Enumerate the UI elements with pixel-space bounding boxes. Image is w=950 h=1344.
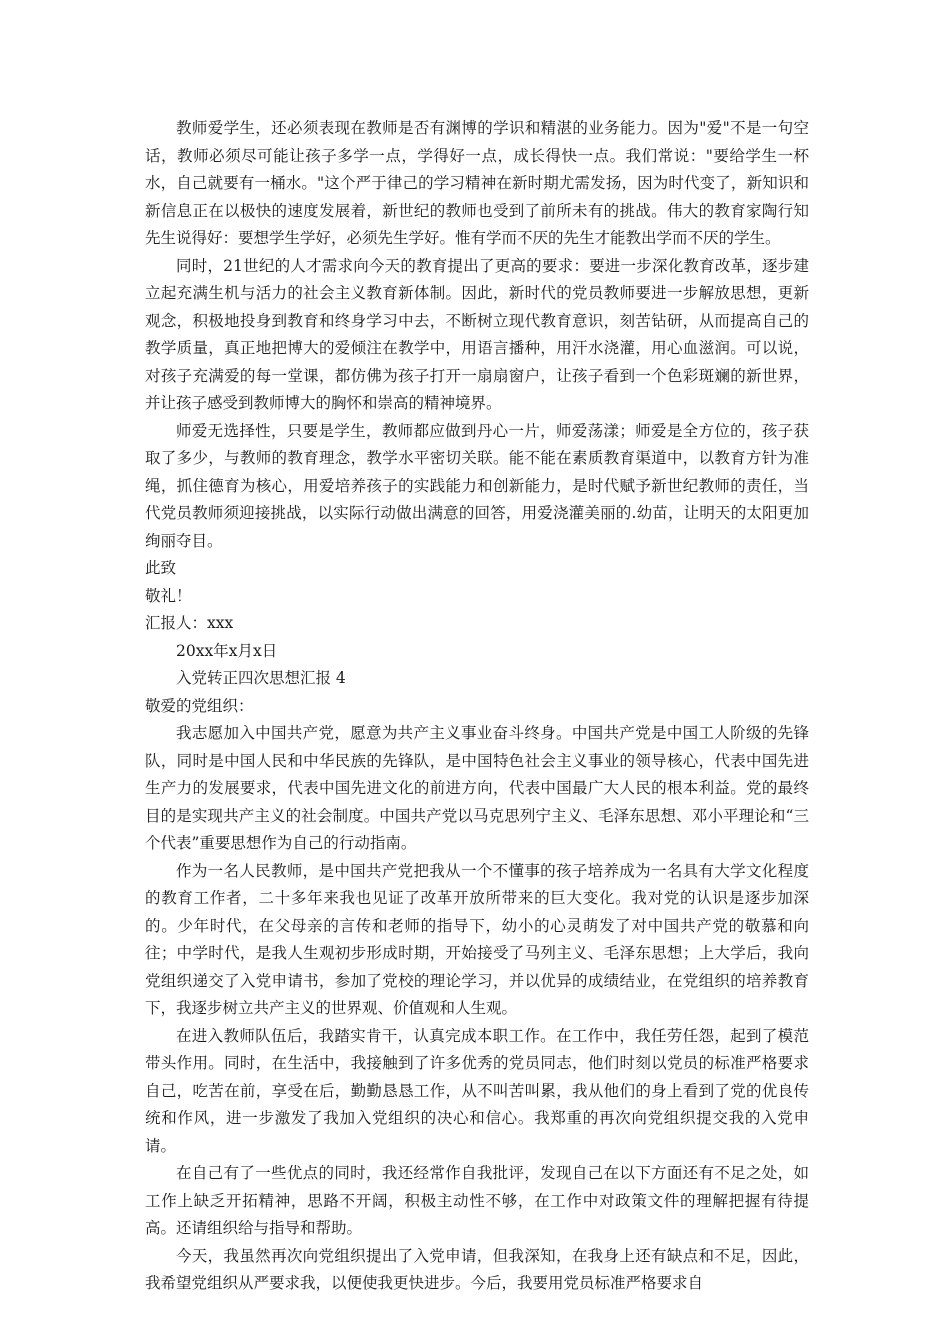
body-paragraph: 同时，21世纪的人才需求向今天的教育提出了更高的要求：要进一步深化教育改革，逐步建立起充满生机与活力的社会主义教育新体制。因此，新时代的党员教师要进一步解放思想，更新观念，积极地投身到教育和终身学习中去，不断树立现代教育意识，刻苦钻研，从而提高自己的教学质量，真正地把博大的爱倾注在教学中，用语言播种，用汗水浇灌，用心血滋润。可以说，对孩子充满爱的每一堂课，都仿佛为孩子打开一扇扇窗户，让孩子看到一个色彩斑斓的新世界，并让孩子感受到教师博大的胸怀和崇高的精神境界。	[145, 256, 809, 412]
closing-regards: 敬礼！	[145, 586, 192, 605]
body-paragraph: 教师爱学生，还必须表现在教师是否有渊博的学识和精湛的业务能力。因为"爱"不是一句空话，教师必须尽可能让孩子多学一点，学得好一点，成长得快一点。我们常说："要给学生一杯水，自己就要有一桶水。"这个严于律己的学习精神在新时期尤需发扬，因为时代变了，新知识和新信息正在以极快的速度发展着，新世纪的教师也受到了前所未有的挑战。伟大的教育家陶行知先生说得好：要想学生学好，必须先生学好。惟有学而不厌的先生才能教出学而不厌的学生。	[145, 119, 809, 247]
reporter-line: 汇报人：xxx	[145, 614, 234, 632]
body-paragraph: 我志愿加入中国共产党，愿意为共产主义事业奋斗终身。中国共产党是中国工人阶级的先锋队，同时是中国人民和中华民族的先锋队，是中国特色社会主义事业的领导核心，代表中国先进生产力的发展要求，代表中国先进文化的前进方向，代表中国最广大人民的根本利益。党的最终目的是实现共产主义的社会制度。中国共产党以马克思列宁主义、毛泽东思想、邓小平理论和“三个代表”重要思想作为自己的行动指南。	[145, 724, 809, 852]
date-line: 20xx年x月x日	[176, 641, 278, 660]
section-title: 入党转正四次思想汇报 4	[176, 669, 346, 687]
body-paragraph: 今天，我虽然再次向党组织提出了入党申请，但我深知，在我身上还有缺点和不足，因此，我希望党组织从严要求我，以便使我更快进步。今后，我要用党员标准严格要求自	[145, 1246, 809, 1292]
document-page	[145, 115, 809, 1298]
salutation: 敬爱的党组织：	[145, 696, 254, 715]
body-paragraph: 在自己有了一些优点的同时，我还经常作自我批评，发现自己在以下方面还有不足之处，如工作上缺乏开拓精神，思路不开阔，积极主动性不够，在工作中对政策文件的理解把握有待提高。还请组织给与指导和帮助。	[145, 1164, 809, 1237]
body-paragraph: 作为一名人民教师，是中国共产党把我从一个不懂事的孩子培养成为一名具有大学文化程度的教育工作者，二十多年来我也见证了改革开放所带来的巨大变化。我对党的认识是逐步加深的。少年时代，在父母亲的言传和老师的指导下，幼小的心灵萌发了对中国共产党的敬慕和向往；中学时代，是我人生观初步形成时期，开始接受了马列主义、毛泽东思想；上大学后，我向党组织递交了入党申请书，参加了党校的理论学习，并以优异的成绩结业，在党组织的培养教育下，我逐步树立共产主义的世界观、价值观和人生观。	[145, 861, 809, 1017]
body-paragraph: 师爱无选择性，只要是学生，教师都应做到丹心一片，师爱荡漾；师爱是全方位的，孩子获取了多少，与教师的教育理念，教学水平密切关联。能不能在素质教育渠道中，以教育方针为准绳，抓住德育为核心，用爱培养孩子的实践能力和创新能力，是时代赋予新世纪教师的责任，当代党员教师须迎接挑战，以实际行动做出满意的回答，用爱浇灌美丽的.幼苗，让明天的太阳更加绚丽夺目。	[145, 421, 809, 550]
closing-salute: 此致	[145, 559, 177, 577]
body-paragraph: 在进入教师队伍后，我踏实肯干，认真完成本职工作。在工作中，我任劳任怨，起到了模范带头作用。同时，在生活中，我接触到了许多优秀的党员同志，他们时刻以党员的标准严格要求自己，吃苦在前，享受在后，勤勤恳恳工作，从不叫苦叫累，我从他们的身上看到了党的优良传统和作风，进一步激发了我加入党组织的决心和信心。我郑重的再次向党组织提交我的入党申请。	[145, 1026, 809, 1155]
